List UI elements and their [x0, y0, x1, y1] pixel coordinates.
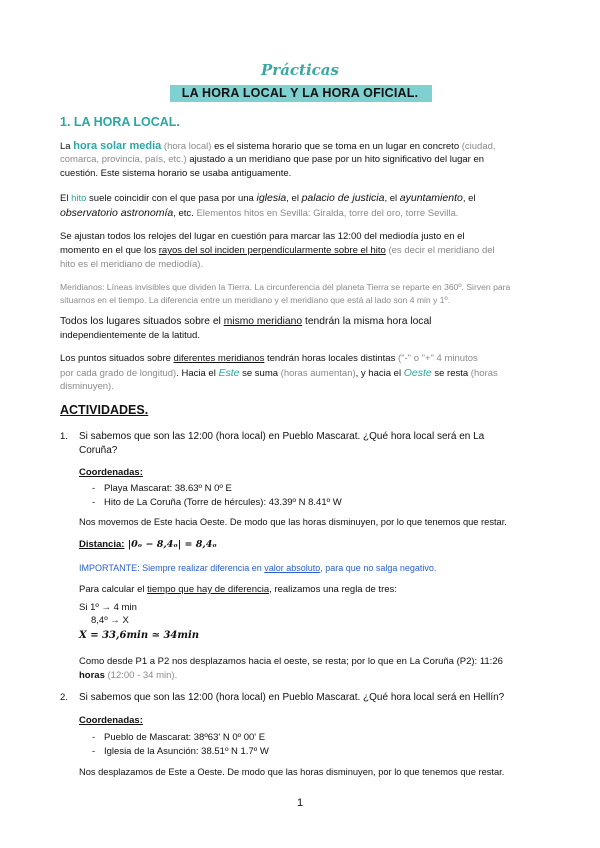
q1-coord-1: Playa Mascarat: 38.63º N 0º E — [104, 483, 232, 494]
activities-heading: ACTIVIDADES. — [60, 403, 149, 417]
q1-number: 1. — [60, 431, 68, 442]
q1-distance: Distancia: |0ₒ − 8,4ₒ| = 8,4ₒ — [79, 539, 217, 550]
q1-rule-line2: 8,4º → X — [91, 615, 129, 626]
q2-move: Nos desplazamos de Este a Oeste. De modo que las horas disminuyen, por lo que tenemos que restar. — [79, 767, 505, 777]
script-title: Prácticas — [261, 61, 339, 79]
q1-conclusion-line2: horas (12:00 - 34 min). — [79, 670, 178, 681]
q1-rule-intro: Para calcular el tiempo que hay de diferencia, realizamos una regla de tres: — [79, 584, 397, 595]
q2-coord-2: Iglesia de la Asunción: 38.51º N 1.7º W — [104, 746, 269, 757]
p4-line1: Meridianos: Líneas invisibles que dividen la Tierra. La circunferencia del planeta Tierra se reparte en 360º. Sirven para — [60, 282, 511, 292]
p6-line2: por cada grado de longitud). Hacia el Este se suma (horas aumentan), y hacia el Oeste se resta (horas — [60, 367, 498, 379]
p1-line3: cuestión. Este sistema horario se usaba antiguamente. — [60, 168, 292, 179]
p1-line2: comarca, provincia, país, etc.) ajustado a un meridiano que pase por un hito significativo del lugar en — [60, 154, 485, 165]
q1-coord-bullet-2: - — [92, 497, 96, 508]
q1-coord-bullet-1: - — [92, 483, 96, 494]
q1-line1: Si sabemos que son las 12:00 (hora local) en Pueblo Mascarat. ¿Qué hora local será en La — [79, 431, 485, 442]
q1-coords-label: Coordenadas: — [79, 467, 143, 478]
page-number: 1 — [296, 797, 304, 809]
p6-line1: Los puntos situados sobre diferentes meridianos tendrán horas locales distintas ("-" o "+" 4 minutos — [60, 353, 478, 364]
q2-line1: Si sabemos que son las 12:00 (hora local) en Pueblo Mascarat. ¿Qué hora local será en Hellín? — [79, 692, 505, 703]
q2-coord-bullet-1: - — [92, 732, 96, 743]
main-title: LA HORA LOCAL Y LA HORA OFICIAL. — [181, 86, 419, 100]
p4-line2: situarnos en el tiempo. La diferencia entre un meridiano y el meridiano que está al lado son 4 min y 1º. — [60, 295, 451, 305]
q1-conclusion-line1: Como desde P1 a P2 nos desplazamos hacia el oeste, se resta; por lo que en La Coruña (P2): 11:26 — [79, 656, 503, 667]
q1-line2: Coruña? — [79, 445, 118, 456]
q1-move: Nos movemos de Este hacia Oeste. De modo que las horas disminuyen, por lo que tenemos que restar. — [79, 517, 507, 527]
p5-line2: independientemente de la latitud. — [60, 330, 200, 341]
p2-line1: El hito suele coincidir con el que pasa por una iglesia, el palacio de justicia, el ayuntamiento, el — [60, 192, 476, 204]
q2-coord-1: Pueblo de Mascarat: 38º63' N 0º 00' E — [104, 732, 266, 743]
q2-number: 2. — [60, 692, 68, 703]
p3-line2: momento en el que los rayos del sol inciden perpendicularmente sobre el hito (es decir el meridiano del — [60, 245, 495, 256]
p1-line1: La hora solar media (hora local) es el sistema horario que se toma en un lugar en concreto (ciudad, — [60, 140, 496, 152]
p5-line1: Todos los lugares situados sobre el mismo meridiano tendrán la misma hora local — [60, 316, 432, 327]
q1-rule-line1: Si 1º → 4 min — [79, 602, 137, 613]
q2-coords-label: Coordenadas: — [79, 715, 143, 726]
p2-line2: observatorio astronomía, etc. Elementos hitos en Sevilla: Giralda, torre del oro, torre Sevilla. — [60, 207, 459, 219]
section-heading-hora-local: 1. LA HORA LOCAL. — [60, 115, 180, 129]
p6-line3: disminuyen). — [60, 381, 114, 392]
q2-coord-bullet-2: - — [92, 746, 96, 757]
q1-important: IMPORTANTE: Siempre realizar diferencia en valor absoluto, para que no salga negativo. — [79, 563, 437, 573]
q1-coord-2: Hito de La Coruña (Torre de hércules): 43.39º N 8.41º W — [104, 497, 342, 508]
p3-line3: hito es el meridiano de mediodía). — [60, 259, 204, 270]
q1-rule-result: X = 33,6min ≃ 34min — [79, 630, 200, 641]
p3-line1: Se ajustan todos los relojes del lugar en cuestión para marcar las 12:00 del mediodía justo en el — [60, 231, 465, 242]
